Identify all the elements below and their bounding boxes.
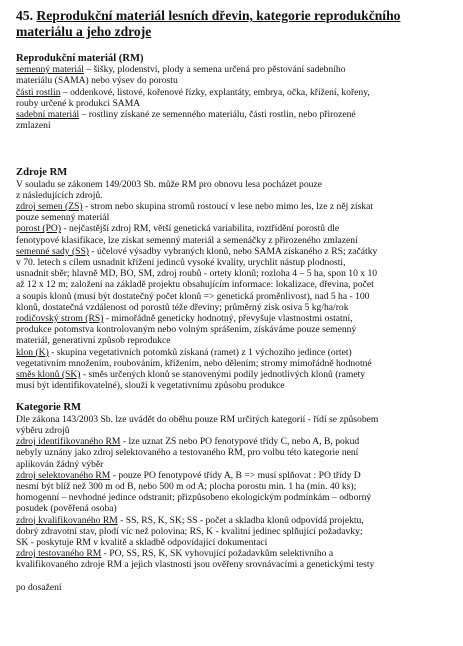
line-text: - mimořádně geneticky hodnotný, převyšuje vlastnostmi ostatní, [103, 313, 353, 325]
title-line-2: materiálu a jeho zdroje [16, 24, 152, 39]
line-text: materiál, generativní způsob reprodukce [16, 335, 171, 347]
line-text: usnadnit sběr; hlavně MD, BO, SM, zdroj roubů - ortety klonů; rozloha 4 – 5 ha, spon 10 x 10 [16, 268, 378, 280]
line-text: - skupina vegetativních potomků získaná (ramet) z 1 výchozího jedince (ortet) [48, 346, 352, 358]
text-line [16, 64, 456, 75]
text-line [16, 425, 456, 436]
text-line [16, 201, 456, 212]
section-heading-kategorie: Kategorie RM [16, 402, 82, 414]
line-text: - pouze PO fenotypové třídy A, B => musí splňovat : PO třídy D [110, 469, 361, 481]
line-text: rouby určené k produkci SAMA [16, 97, 141, 109]
section-kategorie-body [16, 414, 456, 571]
line-text: kvalifikovaného zdroje RM a jejich vlastnosti jsou ověřeny srovnávacími a genetickými testy [16, 559, 375, 571]
line-text: nesmí být blíž než 300 m od B, nebo 500 m od A; plocha porostu min. 1 ha (min. 40 ks); [16, 480, 357, 492]
text-line [16, 358, 456, 369]
page-title [16, 8, 456, 40]
line-text: zmlazení [16, 120, 51, 132]
line-text: - nejčastější zdroj RM, větší genetická variabilita, roztřídění porostů dle [61, 223, 340, 235]
text-line [16, 559, 456, 570]
term: porost (PO) [16, 223, 62, 235]
text-line [16, 279, 456, 290]
term: zdroj identifikovaného RM [16, 436, 121, 448]
text-line [16, 75, 456, 86]
line-text: – rostliny získané ze semenného materiálu, části rostlin, nebo přirozené [79, 109, 356, 121]
title-number: 45. [16, 8, 33, 23]
line-text: Dle zákona 143/2003 Sb. lze uvádět do oběhu pouze RM určitých kategorií - řídí se způsobem [16, 413, 379, 425]
line-text: SK - poskytuje RM v kvalitě a skladbě odpovídající dokumentaci [16, 536, 268, 548]
line-text: a soupis klonů (musí být dostatečný počet klonů => genetická proměnlivost), nad 5 ha - 100 [16, 290, 370, 302]
text-line [16, 447, 456, 458]
line-text: výběru zdrojů [16, 424, 70, 436]
term: zdroj semen (ZS) [16, 201, 83, 213]
title-line-1: Reprodukční materiál lesních dřevin, kategorie reprodukčního [36, 8, 401, 23]
line-text: až 12 x 12 m; založení na základě projektu obsahujícím informace: lokalizace, dřevina, počet [16, 279, 374, 291]
text-line [16, 302, 456, 313]
section-rm-body [16, 64, 456, 131]
line-text: posudek (pověřená osoba) [16, 503, 117, 515]
text-line [16, 515, 456, 526]
line-text: klonů, dostatečná vzdálenost od porostů téže dřeviny; průměrný zisk osiva 5 kg/ha/rok [16, 301, 349, 313]
section-heading-zdroje: Zdroje RM [16, 167, 68, 179]
term: semenný materiál [16, 64, 84, 76]
text-line [16, 492, 456, 503]
text-line [16, 179, 456, 190]
line-text: materiálu (SAMA) nebo výsev do porostu [16, 75, 178, 87]
line-text: fenotypové klasifikace, lze získat semenný materiál a semenáčky z přirozeného zmlazení [16, 234, 358, 246]
term: zdroj kvalifikovaného RM [16, 514, 118, 526]
line-text: V souladu se zákonem 149/2003 Sb. může RM pro obnovu lesa pocházet pouze [16, 178, 322, 190]
term: části rostlin [16, 86, 61, 98]
text-line [16, 414, 456, 425]
text-line [16, 291, 456, 302]
text-line [16, 190, 456, 201]
text-line [16, 380, 456, 391]
text-line [16, 109, 456, 120]
line-text: aplikován žádný výběr [16, 458, 104, 470]
line-text: – oddenkové, listové, kořenové řízky, explantáty, embrya, očka, křížení, kořeny, [60, 86, 370, 98]
text-line [16, 481, 456, 492]
line-text: - účelové výsadby vybraných klonů, nebo SAMA získaného z RS; začátky [89, 245, 378, 257]
cutoff-text: po dosažení [16, 581, 62, 593]
line-text: musí být identifikovatelné), slouží k vegetativnímu způsobu produkce [16, 380, 285, 392]
term: zdroj selektovaného RM [16, 469, 111, 481]
section-zdroje-body [16, 179, 456, 392]
section-heading-rm: Reprodukční materiál (RM) [16, 53, 144, 64]
term: rodičovský strom (RS) [16, 313, 104, 325]
line-text: - PO, SS, RS, K, SK vyhovující požadavkům selektivního a [101, 548, 334, 560]
line-text: nebyly uznány jako zdroj selektovaného a testovaného RM, pro volbu této kategorie není [16, 447, 359, 459]
term: semenné sady (SS) [16, 245, 90, 257]
text-line [16, 369, 456, 380]
text-line [16, 257, 456, 268]
text-line [16, 503, 456, 514]
text-line [16, 268, 456, 279]
term: zdroj testovaného RM [16, 548, 102, 560]
text-line [16, 235, 456, 246]
document-page [16, 8, 456, 593]
text-line [16, 459, 456, 470]
term: klon (K) [16, 346, 49, 358]
line-text: produkce potomstva kontrolovaným nebo volným sprášením, získáváme pouze semenný [16, 324, 357, 336]
text-line [16, 335, 456, 346]
text-line [16, 436, 456, 447]
text-line [16, 87, 456, 98]
text-line [16, 98, 456, 109]
line-text: dobrý zdravotní stav, plodí víc než polovina; RS, K - kvalitní jedinec splňující požadavky; [16, 525, 363, 537]
line-text: homogenní – nevhodné jedince odstranit; přizpůsobeno ekologickým podmínkám – odborný [16, 492, 372, 504]
line-text: vegetativním množením, roubováním, křížením, nebo dělením; stromy mimořádně hodnotné [16, 357, 372, 369]
term: sadební materiál [16, 109, 80, 121]
text-line [16, 212, 456, 223]
text-line [16, 324, 456, 335]
text-line [16, 313, 456, 324]
text-line [16, 526, 456, 537]
line-text: - lze uznat ZS nebo PO fenotypové třídy C, nebo A, B, pokud [120, 436, 360, 448]
text-line [16, 548, 456, 559]
term: směs klonů (SK) [16, 369, 81, 381]
line-text: - směs určených klonů se stanovenými podíly jednotlivých klonů (ramety [80, 369, 366, 381]
text-line [16, 470, 456, 481]
text-line [16, 537, 456, 548]
line-text: – šišky, plodenství, plody a semena určená pro pěstování sadebního [83, 64, 346, 76]
line-text: z následujících zdrojů. [16, 189, 103, 201]
text-line [16, 120, 456, 131]
text-line [16, 223, 456, 234]
line-text: pouze semenný materiál [16, 212, 110, 224]
line-text: - SS, RS, K, SK; SS - počet a skladba klonů odpovídá projektu, [117, 514, 364, 526]
text-line [16, 347, 456, 358]
text-line [16, 246, 456, 257]
line-text: - strom nebo skupina stromů rostoucí v lese nebo mimo les, lze z něj získat [82, 201, 374, 213]
line-text: v 70. letech s cílem usnadnit křížení jedinců vysoké kvality, urychlit nástup plodnosti, [16, 257, 346, 269]
